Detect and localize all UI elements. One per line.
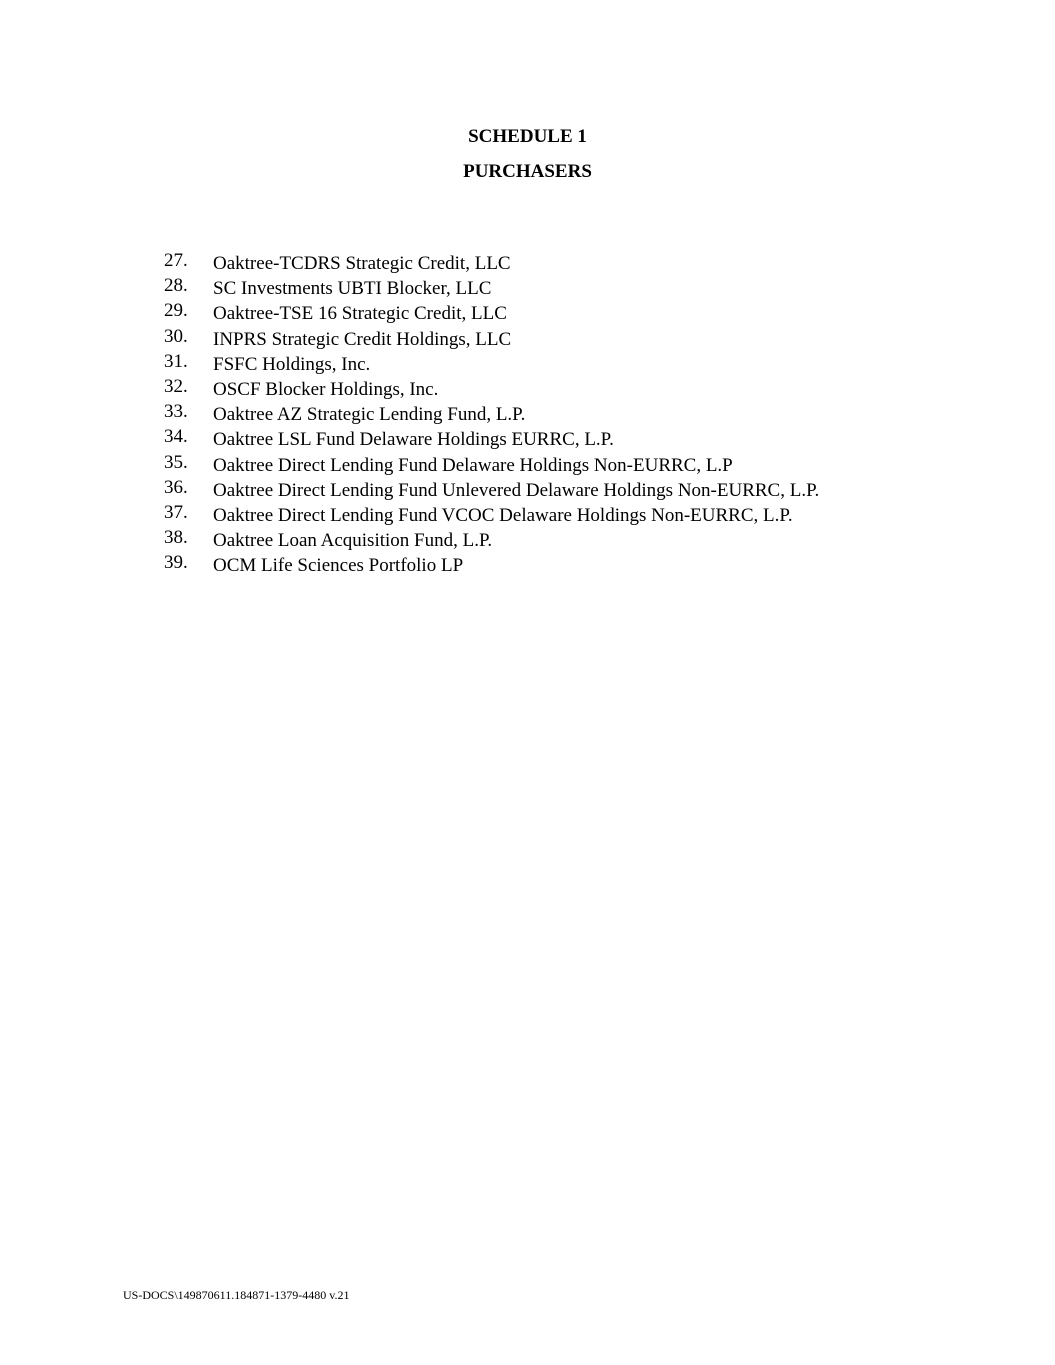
purchaser-name: OSCF Blocker Holdings, Inc.	[213, 378, 439, 400]
purchaser-number: 28.	[164, 275, 188, 297]
purchaser-number: 32.	[164, 375, 188, 397]
list-item	[164, 428, 1024, 453]
list-item	[164, 302, 1024, 327]
purchaser-number: 33.	[164, 401, 188, 423]
purchaser-number: 39.	[164, 552, 188, 574]
purchaser-number: 38.	[164, 527, 188, 549]
purchaser-name: INPRS Strategic Credit Holdings, LLC	[213, 328, 512, 350]
purchaser-name: SC Investments UBTI Blocker, LLC	[213, 278, 492, 300]
list-item	[164, 375, 1024, 403]
purchaser-name: Oaktree-TSE 16 Strategic Credit, LLC	[213, 303, 507, 325]
footer-document-id: US-DOCS\149870611.184871-1379-4480 v.21	[123, 1288, 350, 1302]
purchaser-number: 35.	[164, 451, 188, 473]
list-item	[164, 476, 1024, 504]
list-item	[164, 501, 1024, 529]
list-item	[164, 403, 1024, 428]
purchaser-name: Oaktree LSL Fund Delaware Holdings EURRC, L.P.	[213, 429, 614, 451]
purchaser-name: FSFC Holdings, Inc.	[213, 353, 371, 375]
purchaser-name: Oaktree Direct Lending Fund VCOC Delaware Holdings Non-EURRC, L.P.	[213, 504, 793, 526]
purchaser-name: Oaktree AZ Strategic Lending Fund, L.P.	[213, 404, 526, 426]
purchaser-name: Oaktree Direct Lending Fund Delaware Holdings Non-EURRC, L.P	[213, 454, 733, 476]
list-item	[164, 325, 1024, 353]
schedule-title: SCHEDULE 1	[468, 126, 587, 147]
purchaser-list	[164, 252, 1024, 579]
list-item	[164, 529, 1024, 554]
purchaser-number: 36.	[164, 476, 188, 498]
list-item	[164, 252, 1024, 277]
list-item	[164, 350, 1024, 378]
purchaser-number: 31.	[164, 350, 188, 372]
section-title: PURCHASERS	[463, 161, 592, 182]
purchaser-number: 27.	[164, 250, 188, 271]
purchaser-number: 29.	[164, 300, 188, 322]
purchaser-name: Oaktree Direct Lending Fund Unlevered Delaware Holdings Non-EURRC, L.P.	[213, 479, 820, 501]
list-item	[164, 451, 1024, 479]
purchaser-name: Oaktree Loan Acquisition Fund, L.P.	[213, 530, 493, 552]
list-item	[164, 277, 1024, 302]
purchaser-number: 30.	[164, 325, 188, 347]
purchaser-number: 37.	[164, 501, 188, 523]
purchaser-number: 34.	[164, 426, 188, 448]
purchaser-name: OCM Life Sciences Portfolio LP	[213, 555, 464, 577]
purchaser-name: Oaktree-TCDRS Strategic Credit, LLC	[213, 253, 511, 274]
list-item	[164, 554, 1024, 579]
